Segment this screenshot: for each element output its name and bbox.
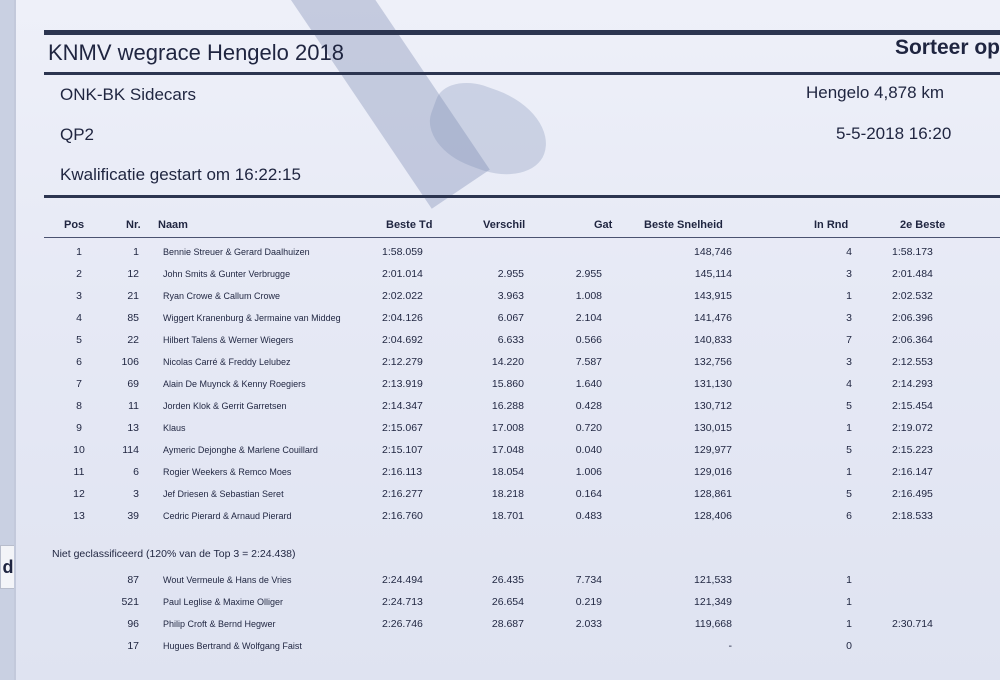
row-in-lap: 5 — [846, 488, 852, 500]
row-in-lap: 4 — [846, 378, 852, 390]
table-row — [14, 264, 1000, 286]
row-best-time: 2:15.067 — [382, 422, 423, 434]
row-second-best: 2:15.223 — [892, 444, 933, 456]
table-row — [14, 352, 1000, 374]
row-difference: 14.220 — [491, 356, 524, 368]
row-gap: 0.483 — [575, 510, 602, 522]
event-title: KNMV wegrace Hengelo 2018 — [48, 40, 344, 65]
row-gap: 0.040 — [575, 444, 602, 456]
row-best-time: 2:04.126 — [382, 312, 423, 324]
col-verschil: Verschil — [483, 219, 526, 231]
row-second-best: 2:01.484 — [892, 268, 933, 280]
row-in-lap: 1 — [846, 618, 852, 630]
row-best-time: 2:15.107 — [382, 444, 423, 456]
row-pos: 4 — [76, 312, 82, 324]
row-best-time: 2:24.494 — [382, 574, 423, 586]
row-gap: 0.219 — [575, 596, 602, 608]
table-row — [14, 286, 1000, 308]
row-difference: 15.860 — [491, 378, 524, 390]
row-difference: 17.008 — [491, 422, 524, 434]
row-number: 85 — [127, 312, 139, 324]
row-difference: 28.687 — [491, 618, 524, 630]
col-pos: Pos — [64, 219, 85, 231]
row-pos: 5 — [76, 334, 82, 346]
table-row — [14, 374, 1000, 396]
row-gap: 0.566 — [575, 334, 602, 346]
row-in-lap: 1 — [846, 290, 852, 302]
row-in-lap: 1 — [846, 596, 852, 608]
adjacent-sheet-tab: d — [0, 545, 16, 589]
row-names: Hilbert Talens & Werner Wiegers — [163, 335, 294, 345]
row-best-speed: 141,476 — [694, 312, 732, 324]
row-number: 96 — [127, 618, 139, 630]
table-row — [14, 506, 1000, 528]
row-names: Wout Vermeule & Hans de Vries — [163, 575, 292, 585]
col-in-rnd: In Rnd — [814, 219, 849, 231]
row-best-speed: 121,533 — [694, 574, 732, 586]
row-difference: 26.435 — [491, 574, 524, 586]
row-names: Klaus — [163, 423, 186, 433]
row-number: 106 — [121, 356, 139, 368]
row-number: 12 — [127, 268, 139, 280]
col-tweede-beste: 2e Beste — [900, 219, 946, 231]
row-best-time: 2:26.746 — [382, 618, 423, 630]
row-second-best: 2:16.495 — [892, 488, 933, 500]
row-names: Alain De Muynck & Kenny Roegiers — [163, 379, 306, 389]
header-rule — [44, 195, 1000, 198]
row-in-lap: 5 — [846, 400, 852, 412]
row-best-speed: 129,016 — [694, 466, 732, 478]
row-second-best: 2:15.454 — [892, 400, 933, 412]
start-info: Kwalificatie gestart om 16:22:15 — [60, 165, 301, 184]
row-difference: 18.218 — [491, 488, 524, 500]
row-number: 1 — [133, 246, 139, 258]
track-info: Hengelo 4,878 km — [806, 83, 944, 102]
row-second-best: 2:12.553 — [892, 356, 933, 368]
row-second-best: 2:16.147 — [892, 466, 933, 478]
row-in-lap: 1 — [846, 422, 852, 434]
row-in-lap: 4 — [846, 246, 852, 258]
row-difference: 6.067 — [497, 312, 524, 324]
row-in-lap: 3 — [846, 268, 852, 280]
row-gap: 1.640 — [575, 378, 602, 390]
row-number: 87 — [127, 574, 139, 586]
session-date: 5-5-2018 16:20 — [836, 124, 952, 143]
row-difference: 26.654 — [491, 596, 524, 608]
row-names: Aymeric Dejonghe & Marlene Couillard — [163, 445, 318, 455]
row-gap: 0.164 — [575, 488, 602, 500]
table-row — [14, 462, 1000, 484]
row-number: 6 — [133, 466, 139, 478]
row-names: Rogier Weekers & Remco Moes — [163, 467, 292, 477]
row-number: 69 — [127, 378, 139, 390]
table-row — [14, 484, 1000, 506]
row-names: Bennie Streuer & Gerard Daalhuizen — [163, 247, 310, 257]
row-gap: 7.587 — [575, 356, 602, 368]
col-beste-td: Beste Td — [386, 219, 433, 231]
row-in-lap: 3 — [846, 356, 852, 368]
row-pos: 12 — [73, 488, 85, 500]
row-in-lap: 1 — [846, 466, 852, 478]
row-difference: 3.963 — [497, 290, 524, 302]
row-difference: 18.701 — [491, 510, 524, 522]
row-best-speed: 130,015 — [694, 422, 732, 434]
row-names: Nicolas Carré & Freddy Lelubez — [163, 357, 291, 367]
row-best-speed: 143,915 — [694, 290, 732, 302]
row-number: 22 — [127, 334, 139, 346]
row-second-best: 2:19.072 — [892, 422, 933, 434]
not-classified-note: Niet geclassificeerd (120% van de Top 3 = 2:24.438) — [52, 548, 296, 560]
row-best-speed: 128,861 — [694, 488, 732, 500]
row-best-time: 2:12.279 — [382, 356, 423, 368]
row-in-lap: 0 — [846, 640, 852, 652]
row-best-time: 2:16.113 — [382, 466, 423, 478]
row-best-time: 2:16.277 — [382, 488, 423, 500]
row-number: 17 — [127, 640, 139, 652]
row-second-best: 2:02.532 — [892, 290, 933, 302]
row-names: Ryan Crowe & Callum Crowe — [163, 291, 281, 301]
row-second-best: 2:14.293 — [892, 378, 933, 390]
row-best-speed: 148,746 — [694, 246, 732, 258]
row-best-time: 2:01.014 — [382, 268, 423, 280]
row-difference: 6.633 — [497, 334, 524, 346]
row-in-lap: 1 — [846, 574, 852, 586]
row-best-time: 2:13.919 — [382, 378, 423, 390]
row-best-speed: 132,756 — [694, 356, 732, 368]
row-best-time: 2:24.713 — [382, 596, 423, 608]
table-row — [14, 396, 1000, 418]
row-number: 114 — [122, 444, 139, 456]
row-number: 11 — [128, 400, 139, 412]
row-gap: 1.006 — [575, 466, 602, 478]
row-second-best: 2:06.364 — [892, 334, 933, 346]
table-row — [14, 242, 1000, 264]
row-gap: 2.955 — [575, 268, 602, 280]
row-second-best: 2:18.533 — [892, 510, 933, 522]
table-row — [14, 570, 1000, 592]
row-pos: 11 — [73, 466, 85, 478]
title-rule — [44, 72, 1000, 75]
row-best-speed: 140,833 — [694, 334, 732, 346]
row-pos: 9 — [76, 422, 82, 434]
results-sheet — [14, 0, 1000, 680]
row-best-time: 2:04.692 — [382, 334, 423, 346]
row-gap: 2.104 — [575, 312, 602, 324]
row-difference: 18.054 — [491, 466, 524, 478]
row-number: 521 — [121, 596, 139, 608]
table-row — [14, 592, 1000, 614]
column-header-rule — [44, 237, 1000, 238]
row-best-speed: 131,130 — [694, 378, 732, 390]
row-names: Philip Croft & Bernd Hegwer — [163, 619, 276, 629]
table-row — [14, 330, 1000, 352]
table-row — [14, 418, 1000, 440]
row-in-lap: 7 — [846, 334, 852, 346]
row-in-lap: 3 — [846, 312, 852, 324]
row-pos: 13 — [73, 510, 85, 522]
row-names: Jef Driesen & Sebastian Seret — [163, 489, 284, 499]
row-number: 21 — [127, 290, 139, 302]
row-pos: 3 — [76, 290, 82, 302]
row-gap: 2.033 — [575, 618, 602, 630]
row-best-speed: - — [728, 640, 732, 652]
row-names: Wiggert Kranenburg & Jermaine van Middeg — [163, 313, 341, 323]
row-in-lap: 6 — [846, 510, 852, 522]
row-difference: 16.288 — [491, 400, 524, 412]
top-rule — [44, 30, 1000, 35]
row-best-time: 1:58.059 — [382, 246, 423, 258]
table-row — [14, 636, 1000, 658]
row-pos: 7 — [76, 378, 82, 390]
class-name: ONK-BK Sidecars — [60, 85, 197, 104]
row-names: Cedric Pierard & Arnaud Pierard — [163, 511, 292, 521]
row-difference: 2.955 — [497, 268, 524, 280]
row-gap: 7.734 — [575, 574, 602, 586]
row-pos: 8 — [76, 400, 82, 412]
col-gat: Gat — [594, 219, 613, 231]
row-gap: 0.720 — [575, 422, 602, 434]
row-best-speed: 145,114 — [694, 268, 732, 280]
col-beste-snelheid: Beste Snelheid — [644, 219, 723, 231]
row-names: Hugues Bertrand & Wolfgang Faist — [163, 641, 302, 651]
row-best-time: 2:14.347 — [382, 400, 423, 412]
sort-label[interactable]: Sorteer op — [894, 36, 1000, 59]
col-nr: Nr. — [126, 219, 141, 231]
row-second-best: 1:58.173 — [892, 246, 933, 258]
row-best-time: 2:02.022 — [382, 290, 423, 302]
table-row — [14, 614, 1000, 636]
row-names: Paul Leglise & Maxime Olliger — [163, 597, 284, 607]
row-best-speed: 130,712 — [694, 400, 732, 412]
row-difference: 17.048 — [491, 444, 524, 456]
row-best-speed: 119,668 — [694, 618, 732, 630]
row-pos: 6 — [76, 356, 82, 368]
session-name: QP2 — [60, 125, 95, 144]
row-pos: 1 — [76, 246, 82, 258]
row-gap: 0.428 — [575, 400, 602, 412]
row-pos: 10 — [73, 444, 85, 456]
row-second-best: 2:06.396 — [892, 312, 933, 324]
row-number: 39 — [127, 510, 139, 522]
col-naam: Naam — [158, 219, 188, 231]
row-best-speed: 121,349 — [694, 596, 732, 608]
row-in-lap: 5 — [846, 444, 852, 456]
row-number: 13 — [127, 422, 139, 434]
row-best-time: 2:16.760 — [382, 510, 423, 522]
row-pos: 2 — [76, 268, 82, 280]
row-second-best: 2:30.714 — [892, 618, 933, 630]
row-best-speed: 128,406 — [694, 510, 732, 522]
row-best-speed: 129,977 — [694, 444, 732, 456]
row-number: 3 — [133, 488, 139, 500]
table-row — [14, 308, 1000, 330]
table-row — [14, 440, 1000, 462]
row-gap: 1.008 — [575, 290, 602, 302]
row-names: Jorden Klok & Gerrit Garretsen — [163, 401, 287, 411]
row-names: John Smits & Gunter Verbrugge — [163, 269, 291, 279]
